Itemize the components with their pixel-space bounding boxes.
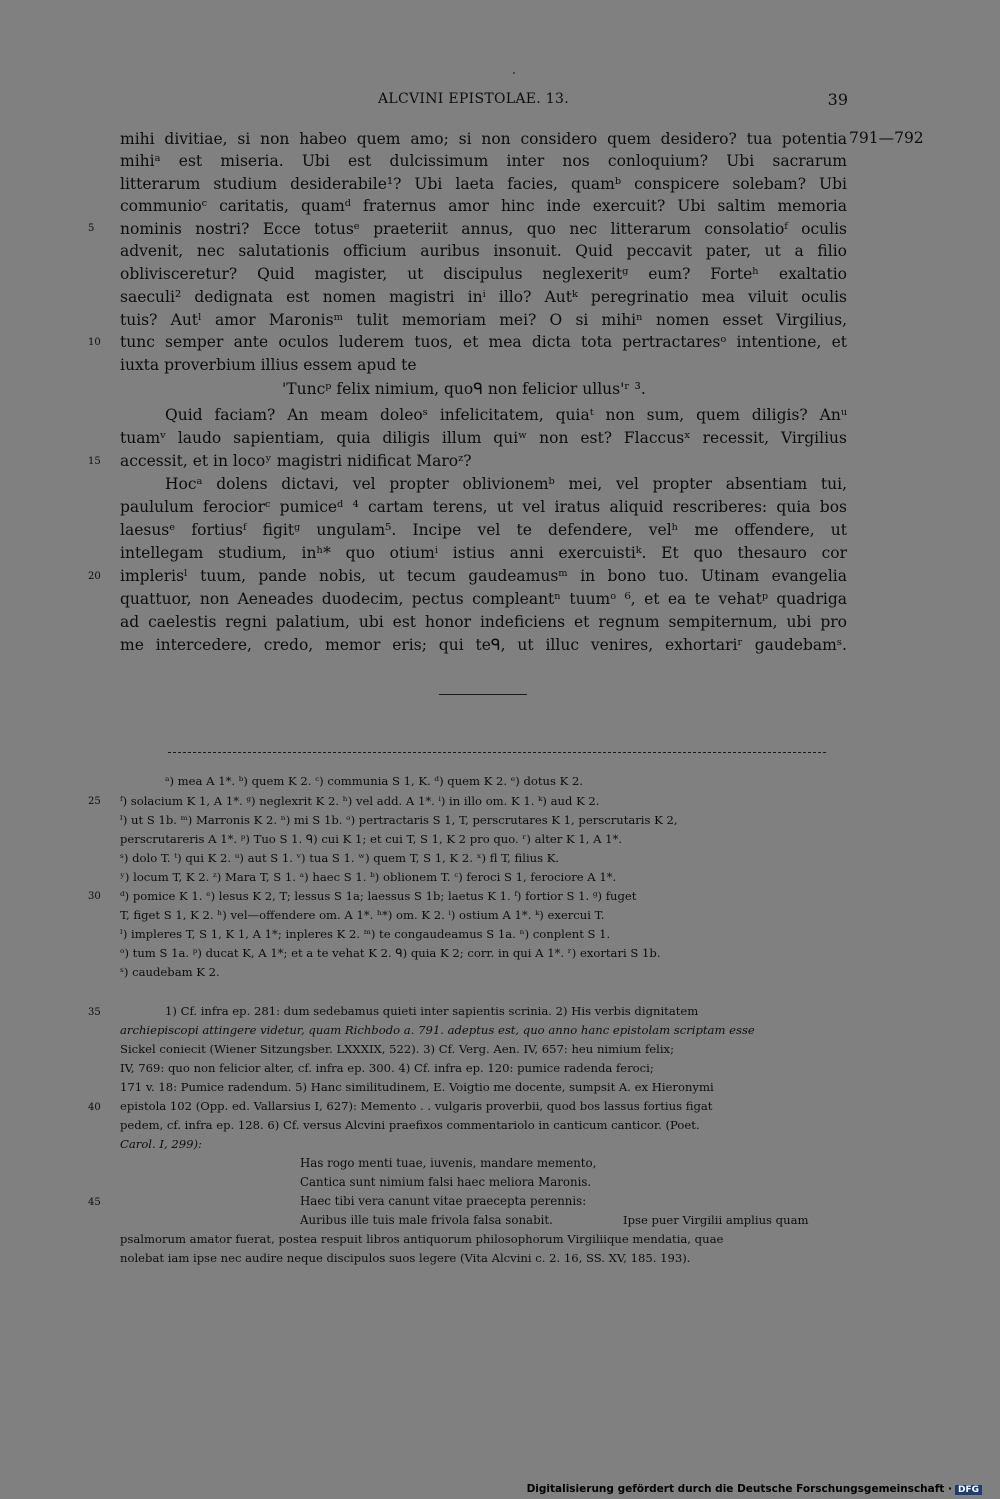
body-line: Hocᵃ dolens dictavi, vel propter oblivionemᵇ mei, vel propter absentiam tui, bbox=[165, 475, 847, 493]
line-number: 5 bbox=[88, 223, 95, 234]
commentary-line: 1) Cf. infra ep. 281: dum sedebamus quieti inter sapientis scrinia. 2) His verbis dignitatem bbox=[165, 1004, 699, 1018]
commentary-line: archiepiscopi attingere videtur, quam Richbodo a. 791. adeptus est, quo anno hanc epistolam scriptam esse bbox=[120, 1023, 755, 1037]
page-number: 39 bbox=[827, 90, 848, 109]
body-line: me intercedere, credo, memor eris; qui teᑫ, ut illuc venires, exhortariʳ gaudebamˢ. bbox=[120, 636, 847, 654]
body-line: implerisˡ tuum, pande nobis, ut tecum gaudeamusᵐ in bono tuo. Utinam evangelia bbox=[120, 567, 847, 585]
line-number: 40 bbox=[88, 1102, 101, 1113]
line-number: 20 bbox=[88, 571, 101, 582]
body-line: oblivisceretur? Quid magister, ut discipulus neglexeritᵍ eum? Forteʰ exaltatio bbox=[120, 265, 847, 283]
body-line: ad caelestis regni palatium, ubi est honor indeficiens et regnum sempiternum, ubi pro bbox=[120, 613, 847, 631]
dfg-logo: DFG bbox=[955, 1485, 982, 1495]
apparatus-line: ᵈ) pomice K 1. ᵉ) lesus K 2, T; lessus S 1a; laessus S 1b; laetus K 1. ᶠ) fortior S 1. ᵍ) fuget bbox=[120, 889, 637, 903]
body-line: iuxta proverbium illius essem apud te bbox=[120, 356, 417, 374]
body-line: communioᶜ caritatis, quamᵈ fraternus amor hinc inde exercuit? Ubi saltim memoria bbox=[120, 197, 847, 215]
commentary-line: Sickel coniecit (Wiener Sitzungsber. LXXXIX, 522). 3) Cf. Verg. Aen. IV, 657: heu nimium felix; bbox=[120, 1042, 674, 1056]
verse-line: Cantica sunt nimium falsi haec meliora Maronis. bbox=[300, 1175, 592, 1189]
apparatus-line: ˢ) dolo T. ᵗ) qui K 2. ᵘ) aut S 1. ᵛ) tua S 1. ʷ) quem T, S 1, K 2. ˣ) fl T, filius K. bbox=[120, 851, 560, 865]
body-line: quattuor, non Aeneades duodecim, pectus compleantⁿ tuumᵒ ⁶, et ea te vehatᵖ quadriga bbox=[120, 590, 847, 608]
commentary-line: Carol. I, 299): bbox=[120, 1137, 202, 1151]
body-line: mihi divitiae, si non habeo quem amo; si non considero quem desidero? tua potentia bbox=[120, 130, 847, 148]
apparatus-line: ᵒ) tum S 1a. ᵖ) ducat K, A 1*; et a te vehat K 2. ᑫ) quia K 2; corr. in qui A 1*. ʳ) exortari S 1b. bbox=[120, 946, 661, 960]
body-line: saeculi² dedignata est nomen magistri inⁱ illo? Autᵏ peregrinatio mea viluit oculis bbox=[120, 288, 847, 306]
end-of-letter-rule bbox=[439, 694, 527, 695]
commentary-line: pedem, cf. infra ep. 128. 6) Cf. versus Alcvini praefixos commentariolo in canticum canticor. (Poet. bbox=[120, 1118, 700, 1132]
apparatus-line: perscrutareris A 1*. ᵖ) Tuo S 1. ᑫ) cui K 1; et cui T, S 1, K 2 pro quo. ʳ) alter K 1, A 1*. bbox=[120, 832, 623, 846]
commentary-line: IV, 769: quo non felicior alter, cf. infra ep. 300. 4) Cf. infra ep. 120: pumice radenda feroci; bbox=[120, 1061, 654, 1075]
apparatus-line: ˡ) ut S 1b. ᵐ) Marronis K 2. ⁿ) mi S 1b. ᵒ) pertractaris S 1, T, perscrutares K 1, perscrutaris K 2, bbox=[120, 813, 678, 827]
body-line: advenit, nec salutationis officium auribus insonuit. Quid peccavit pater, ut a filio bbox=[120, 242, 847, 260]
scan-speck bbox=[513, 72, 515, 74]
apparatus-line: T, figet S 1, K 2. ʰ) vel—offendere om. A 1*. ʰ*) om. K 2. ⁱ) ostium A 1*. ᵏ) exercui T. bbox=[120, 908, 605, 922]
margin-date-range: 791—792 bbox=[849, 129, 924, 147]
body-line: tuamᵛ laudo sapientiam, quia diligis illum quiʷ non est? Flaccusˣ recessit, Virgilius bbox=[120, 429, 847, 447]
verse-line: Auribus ille tuis male frivola falsa sonabit. bbox=[300, 1213, 553, 1227]
page-header bbox=[0, 91, 1000, 111]
apparatus-line: ᶠ) solacium K 1, A 1*. ᵍ) neglexrit K 2. ʰ) vel add. A 1*. ⁱ) in illo om. K 1. ᵏ) aud K 2. bbox=[120, 794, 600, 808]
verse-line: Has rogo menti tuae, iuvenis, mandare memento, bbox=[300, 1156, 597, 1170]
apparatus-line: ʸ) locum T, K 2. ᶻ) Mara T, S 1. ᵃ) haec S 1. ᵇ) oblionem T. ᶜ) feroci S 1, ferociore A 1*. bbox=[120, 870, 617, 884]
apparatus-line: ˡ) impleres T, S 1, K 1, A 1*; inpleres K 2. ᵐ) te congaudeamus S 1a. ⁿ) conplent S 1. bbox=[120, 927, 611, 941]
commentary-line: 171 v. 18: Pumice radendum. 5) Hanc similitudinem, E. Voigtio me docente, sumpsit A. ex Hieronymi bbox=[120, 1080, 714, 1094]
body-line: intellegam studium, inʰ* quo otiumⁱ istius anni exercuistiᵏ. Et quo thesauro cor bbox=[120, 544, 847, 562]
running-title: ALCVINI EPISTOLAE. 13. bbox=[378, 91, 569, 107]
verse-line: Haec tibi vera canunt vitae praecepta perennis: bbox=[300, 1194, 587, 1208]
line-number: 15 bbox=[88, 456, 101, 467]
verse-quotation: 'Tuncᵖ felix nimium, quoᑫ non felicior ullus'ʳ ³. bbox=[282, 380, 646, 398]
body-line: Quid faciam? An meam doleoˢ infelicitatem, quiaᵗ non sum, quem diligis? Anᵘ bbox=[165, 406, 847, 424]
footnote-separator-rule bbox=[168, 752, 826, 754]
commentary-line: epistola 102 (Opp. ed. Vallarsius I, 627): Memento . . vulgaris proverbii, quod bos lassus fortius figat bbox=[120, 1099, 713, 1113]
apparatus-line: ᵃ) mea A 1*. ᵇ) quem K 2. ᶜ) communia S 1, K. ᵈ) quem K 2. ᵉ) dotus K 2. bbox=[165, 774, 584, 788]
body-line: laesusᵉ fortiusᶠ figitᵍ ungulam⁵. Incipe vel te defendere, velʰ me offendere, ut bbox=[120, 521, 847, 539]
line-number: 25 bbox=[88, 796, 101, 807]
body-line: accessit, et in locoʸ magistri nidificat Maroᶻ? bbox=[120, 452, 472, 470]
body-line: paululum ferociorᶜ pumiceᵈ ⁴ cartam terens, ut vel iratus aliquid rescriberes: quia bos bbox=[120, 498, 847, 516]
credit-text: Digitalisierung gefördert durch die Deutsche Forschungsgemeinschaft · bbox=[526, 1483, 952, 1495]
digitization-credit bbox=[527, 1483, 982, 1495]
body-line: nominis nostri? Ecce totusᵉ praeteriit annus, quo nec litterarum consolatioᶠ oculis bbox=[120, 220, 847, 238]
body-line: mihiᵃ est miseria. Ubi est dulcissimum inter nos conloquium? Ubi sacrarum bbox=[120, 152, 847, 170]
line-number: 45 bbox=[88, 1197, 101, 1208]
line-number: 10 bbox=[88, 337, 101, 348]
apparatus-line: ˢ) caudebam K 2. bbox=[120, 965, 220, 979]
line-number: 30 bbox=[88, 891, 101, 902]
body-line: tunc semper ante oculos luderem tuos, et mea dicta tota pertractaresᵒ intentione, et bbox=[120, 333, 847, 351]
body-line: litterarum studium desiderabile¹? Ubi laeta facies, quamᵇ conspicere solebam? Ubi bbox=[120, 175, 847, 193]
line-number: 35 bbox=[88, 1007, 101, 1018]
commentary-line: nolebat iam ipse nec audire neque discipulos suos legere (Vita Alcvini c. 2. 16, SS. XV, 185. 193). bbox=[120, 1251, 691, 1265]
body-line: tuis? Autˡ amor Maronisᵐ tulit memoriam mei? O si mihiⁿ nomen esset Virgilius, bbox=[120, 311, 847, 329]
commentary-line: psalmorum amator fuerat, postea respuit libros antiquorum philosophorum Virgiliique mendatia, quae bbox=[120, 1232, 724, 1246]
commentary-line: Ipse puer Virgilii amplius quam bbox=[623, 1213, 809, 1227]
